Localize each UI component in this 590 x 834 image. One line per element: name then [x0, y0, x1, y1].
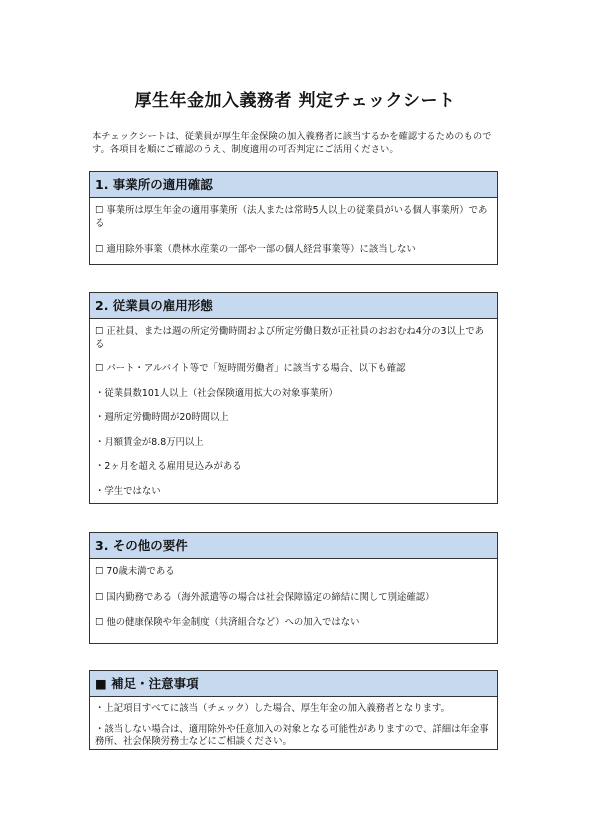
section-body	[90, 697, 497, 749]
checklist-item[interactable]: ☐ 他の健康保険や年金制度（共済組合など）への加入ではない	[95, 617, 360, 628]
condition-item: ・2ヶ月を超える雇用見込みがある	[95, 461, 242, 472]
note-item: ・上記項目すべてに該当（チェック）した場合、厚生年金の加入義務者となります。	[95, 703, 451, 714]
checklist-item[interactable]: ☐ 適用除外事業（農林水産業の一部や一部の個人経営事業等）に該当しない	[95, 244, 416, 255]
condition-item: ・学生ではない	[95, 485, 161, 497]
page-title: 厚生年金加入義務者 判定チェックシート	[134, 91, 456, 111]
section-header: 3. その他の要件	[90, 533, 497, 559]
checklist-item[interactable]: ☐ 正社員、または週の所定労働時間および所定労働日数が正社員のおおむね4分の3以上である	[95, 326, 484, 350]
checklist-item[interactable]: ☐ 70歳未満である	[95, 566, 175, 577]
section-header: 2. 従業員の雇用形態	[90, 293, 497, 319]
section-header: ■ 補足・注意事項	[90, 671, 497, 697]
checklist-item[interactable]: ☐ パート・アルバイト等で「短時間労働者」に該当する場合、以下も確認	[95, 363, 406, 374]
section-header: 1. 事業所の適用確認	[90, 172, 497, 198]
section-other-requirements	[89, 532, 498, 644]
checklist-item[interactable]: ☐ 事業所は厚生年金の適用事業所（法人または常時5人以上の従業員がいる個人事業所）である	[95, 205, 488, 229]
section-employment-type	[89, 292, 498, 504]
condition-item: ・週所定労働時間が20時間以上	[95, 412, 229, 423]
section-body	[90, 198, 497, 257]
section-notes	[89, 670, 498, 750]
section-office-check	[89, 171, 498, 265]
section-body	[90, 319, 497, 498]
checklist-item[interactable]: ☐ 国内勤務である（海外派遣等の場合は社会保障協定の締結に関して別途確認）	[95, 591, 435, 603]
condition-item: ・月額賃金が8.8万円以上	[95, 436, 204, 448]
condition-item: ・従業員数101人以上（社会保険適用拡大の対象事業所）	[95, 387, 338, 399]
section-body	[90, 559, 497, 630]
intro-text: 本チェックシートは、従業員が厚生年金保険の加入義務者に該当するかを確認するためのものです。各項目を順にご確認のうえ、制度適用の可否判定にご活用ください。	[92, 131, 492, 155]
note-item: ・該当しない場合は、適用除外や任意加入の対象となる可能性がありますので、詳細は年金事務所、社会保険労務士などにご相談ください。	[95, 723, 489, 747]
